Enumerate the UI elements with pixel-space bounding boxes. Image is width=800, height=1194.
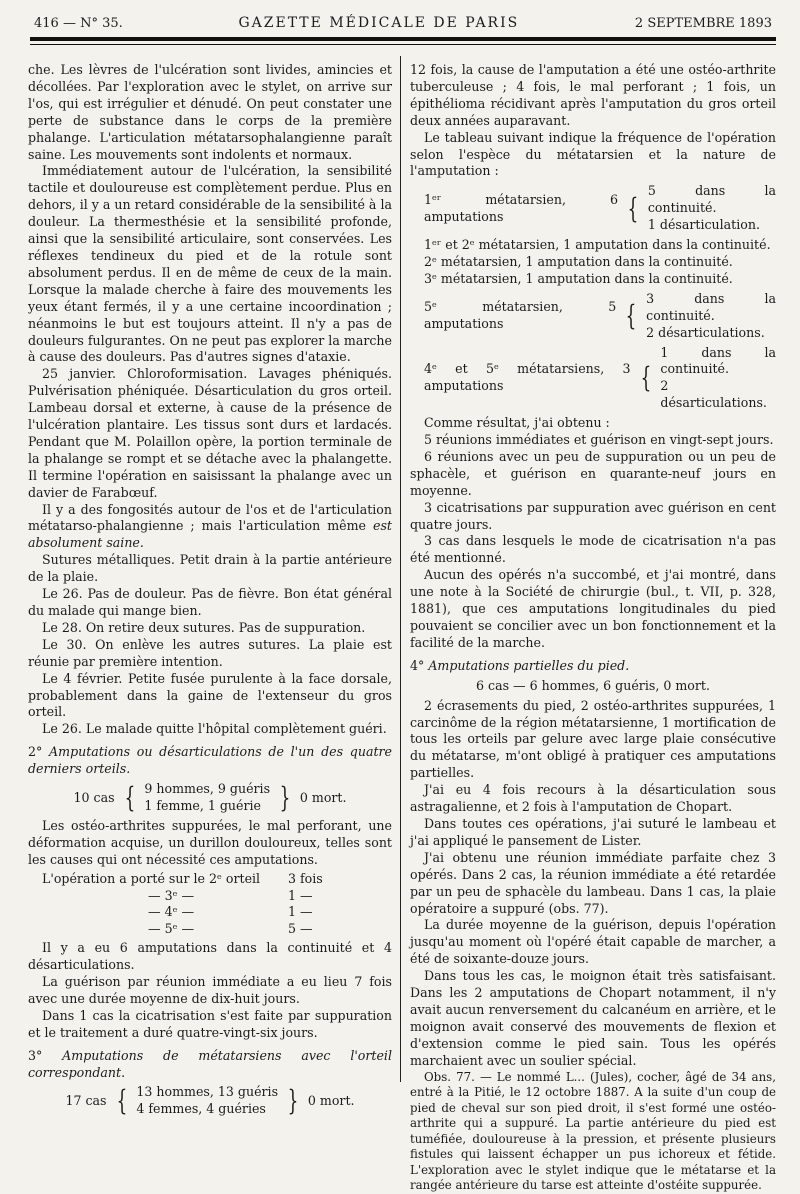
brace-line: 2 désarticulations. (646, 324, 765, 340)
toe-table (28, 871, 392, 939)
paragraph: Comme résultat, j'ai obtenu : (424, 415, 610, 431)
paragraph: 2ᵉ métatarsien, 1 amputation dans la continuité. (424, 253, 733, 269)
paragraph: 3 cicatrisations par suppuration avec guérison en cent quatre jours. (410, 499, 776, 532)
death-count: 0 mort. (307, 1092, 355, 1108)
paragraph: Le 28. On retire deux sutures. Pas de suppuration. (42, 619, 366, 635)
row-label: 1ᵉʳ métatarsien, 6 amputations (424, 191, 619, 224)
metatarsal-row (424, 345, 776, 413)
metatarsal-row (424, 291, 776, 342)
row-label: 5ᵉ métatarsien, 5 amputations (424, 299, 617, 332)
paragraph: Le tableau suivant indique la fréquence de l'opération selon l'espèce du métatarsien et la nature de l'amputation : (410, 129, 776, 179)
table-row (28, 921, 392, 938)
paragraph: Il y a eu 6 amputations dans la continuité et 4 désarticulations. (28, 940, 392, 973)
brace-line: 1 femme, 1 guérie (144, 797, 261, 813)
section-heading (28, 744, 392, 778)
text: Il y a des fongosités autour de l'os et de l'articulation métatarso-phalangienne ; mais l'articulation même (28, 501, 392, 534)
brace: { (640, 361, 651, 395)
column-divider (400, 56, 401, 1082)
case-summary: 6 cas — 6 hommes, 6 guéris, 0 mort. (476, 677, 710, 693)
left-column (28, 62, 392, 1121)
brace: } (279, 780, 291, 814)
paragraph: 3 cas dans lesquels le mode de cicatrisation n'a pas été mentionné. (410, 533, 776, 566)
table-row (28, 904, 392, 921)
paragraph: J'ai eu 4 fois recours à la désarticulation sous astragalienne, et 2 fois à l'amputation de Chopart. (410, 782, 776, 815)
paragraph: La guérison par réunion immédiate a eu lieu 7 fois avec une durée moyenne de dix-huit jours. (28, 974, 392, 1006)
death-count: 0 mort. (299, 789, 347, 805)
paragraph: 6 réunions avec un peu de suppuration ou un peu de sphacèle, et guérison en quarante-neuf jours en moyenne. (410, 448, 776, 498)
case-count: 17 cas (65, 1092, 107, 1108)
paragraph: J'ai obtenu une réunion immédiate parfaite chez 3 opérés. Dans 2 cas, la réunion immédiate a été retardée par un peu de sphacèle du lambeau. Dans 1 cas, la plaie opératoire a suppuré (obs. 77). (410, 849, 776, 916)
table-row (28, 888, 392, 905)
page-header (34, 12, 772, 34)
paragraph: Le 26. Le malade quitte l'hôpital complètement guéri. (42, 721, 387, 737)
paragraph: Le 30. On enlève les autres sutures. La plaie est réunie par première intention. (28, 636, 392, 669)
section-number: 2° (28, 744, 43, 760)
section-title: Amputations de métatarsiens avec l'orteil correspondant. (28, 1047, 392, 1080)
table-cell: — 5ᵉ — (148, 921, 195, 937)
brace-lines (660, 345, 776, 413)
brace-line: 1 dans la continuité. (660, 344, 776, 377)
header-rule-thick (30, 37, 776, 41)
paragraph: 12 fois, la cause de l'amputation a été une ostéo-arthrite tuberculeuse ; 4 fois, le mal perforant ; 1 fois, un épithélioma récidivant après l'amputation du gros orteil deux années auparavant. (410, 62, 776, 128)
paragraph: Le 26. Pas de douleur. Pas de fièvre. Bon état général du malade qui mange bien. (28, 586, 392, 618)
brace-lines (648, 183, 776, 234)
section-heading (410, 658, 776, 675)
observation: Obs. 77. — Le nommé L... (Jules), cocher, âgé de 34 ans, entré à la Pitié, le 12 octobre 1887. A la suite d'un coup de pied de cheval sur son pied droit, il s'est formé une ostéo-arthrite qui a suppuré. La partie antérieure du pied est tuméfiée, douloureuse à la pression, et présente plusieurs fistules qui laissent échapper un pus ichoreux et fétide. L'exploration avec le stylet indique que le métatarse et la rangée antérieure du tarse est atteinte d'ostéite suppurée. (410, 1069, 776, 1193)
paragraph: Dans 1 cas la cicatrisation s'est faite par suppuration et le traitement a duré quatre-vingt-six jours. (28, 1007, 392, 1040)
brace-line: 5 dans la continuité. (647, 183, 776, 216)
paragraph: che. Les lèvres de l'ulcération sont livides, amincies et décollées. Par l'exploration avec le stylet, on arrive sur l'os, qui est irrégulier et dénudé. On peut constater une perte de substance dans le corps de la première phalange. L'articulation métatarsophalangienne paraît saine. Les mouvements sont indolents et normaux. (28, 62, 392, 162)
brace-lines (646, 291, 776, 342)
paragraph: Le 4 février. Petite fusée purulente à la face dorsale, probablement dans la gaine de l'extenseur du gros orteil. (28, 670, 392, 720)
table-cell: — 3ᵉ — (148, 887, 195, 903)
table-cell: — 4ᵉ — (148, 904, 195, 920)
paragraph: 3ᵉ métatarsien, 1 amputation dans la continuité. (424, 270, 733, 286)
table-cell: 1 — (288, 904, 313, 920)
brace: } (287, 1084, 299, 1118)
paragraph: Dans toutes ces opérations, j'ai suturé le lambeau et j'ai appliqué le pansement de Lister. (410, 815, 776, 848)
table-cell: L'opération a porté sur le 2ᵉ orteil (42, 870, 261, 886)
paragraph: Dans tous les cas, le moignon était très satisfaisant. Dans les 2 amputations de Chopart notamment, il n'y avait aucun renversement du calcanéum en arrière, et le moignon avait conservé des mouvements de flexion et d'extension comme le pied sain. Tous les opérés marchaient avec un soulier spécial. (410, 968, 776, 1068)
paragraph: 1ᵉʳ et 2ᵉ métatarsien, 1 amputation dans la continuité. (424, 237, 771, 253)
section-number: 3° (28, 1047, 43, 1063)
page-number: 416 — N° 35. (34, 15, 123, 31)
brace-line: 9 hommes, 9 guéris (144, 781, 271, 797)
paragraph (28, 502, 392, 553)
section-heading (28, 1048, 392, 1082)
brace-line: 2 désarticulations. (660, 378, 767, 411)
brace-line: 4 femmes, 4 guéries (136, 1101, 266, 1117)
brace-lines (136, 1084, 278, 1118)
table-row (28, 871, 392, 888)
paragraph: Les ostéo-arthrites suppurées, le mal perforant, une déformation acquise, un durillon douloureux, telles sont les causes qui ont nécessité ces amputations. (28, 817, 392, 867)
table-cell: 5 — (288, 921, 313, 937)
paragraph: 5 réunions immédiates et guérison en vingt-sept jours. (424, 432, 774, 448)
brace: { (116, 1084, 127, 1118)
brace-line: 3 dans la continuité. (646, 290, 776, 323)
case-summary (28, 1084, 392, 1118)
header-rule-thin (30, 44, 776, 45)
table-cell: 3 fois (288, 870, 323, 886)
row-label: 4ᵉ et 5ᵉ métatarsiens, 3 amputations (424, 361, 631, 394)
emphasis: est absolument saine. (28, 518, 392, 551)
paragraph: Immédiatement autour de l'ulcération, la sensibilité tactile et douloureuse est complètement perdue. Plus en dehors, il y a un retard considérable de la sensibilité à la douleur. La thermesthésie et la sensibilité profonde, ainsi que la sensibilité articulaire, sont conservées. Les réflexes tendineux du pied et de la rotule sont absolument perdus. Il en de même de ceux de la main. Lorsque la malade cherche à faire des mouvements les yeux étant fermés, il y a une certaine incoordination ; néanmoins le but est toujours atteint. Il n'y a pas de douleurs fulgurantes. On ne peut pas explorer la marche à cause des douleurs. Pas d'autres signes d'ataxie. (28, 163, 392, 365)
journal-title: GAZETTE MÉDICALE DE PARIS (238, 15, 520, 31)
paragraph: Aucun des opérés n'a succombé, et j'ai montré, dans une note à la Société de chirurgie (bul., t. VII, p. 328, 1881), que ces amputations longitudinales du pied pouvaient se concilier avec un bon fonctionnement et la facilité de la marche. (410, 567, 776, 650)
table-cell: 1 — (288, 887, 313, 903)
brace-lines (144, 781, 270, 815)
case-count: 10 cas (73, 789, 115, 805)
brace: { (627, 191, 639, 225)
case-summary (28, 781, 392, 815)
issue-date: 2 SEPTEMBRE 1893 (634, 15, 772, 31)
section-title: Amputations partielles du pied. (428, 657, 630, 673)
section-title: Amputations ou désarticulations de l'un des quatre derniers orteils. (28, 744, 392, 777)
brace: { (625, 299, 637, 333)
section-number: 4° (410, 657, 425, 673)
brace: { (124, 780, 135, 814)
metatarsal-row (424, 183, 776, 234)
paragraph: La durée moyenne de la guérison, depuis l'opération jusqu'au moment où l'opéré était capable de marcher, a été de soixante-douze jours. (410, 917, 776, 967)
brace-line: 13 hommes, 13 guéris (136, 1084, 279, 1100)
paragraph: Sutures métalliques. Petit drain à la partie antérieure de la plaie. (28, 552, 392, 585)
paragraph: 25 janvier. Chloroformisation. Lavages phéniqués. Pulvérisation phéniquée. Désarticulation du gros orteil. Lambeau dorsal et externe, à cause de la présence de l'ulcération plantaire. Les tissus sont durs et lardacés. Pendant que M. Polaillon opère, la portion terminale de la phalange se rompt et se détache avec la phalangette. Il termine l'opération en saisissant la phalange avec un davier de Farabœuf. (28, 366, 392, 500)
right-column (410, 62, 776, 1194)
brace-line: 1 désarticulation. (647, 217, 760, 233)
paragraph: 2 écrasements du pied, 2 ostéo-arthrites suppurées, 1 carcinôme de la région métatarsienne, 1 mortification de tous les orteils par gelure avec large plaie consécutive du métatarse, m'ont obligé à pratiquer ces amputations partielles. (410, 697, 776, 781)
